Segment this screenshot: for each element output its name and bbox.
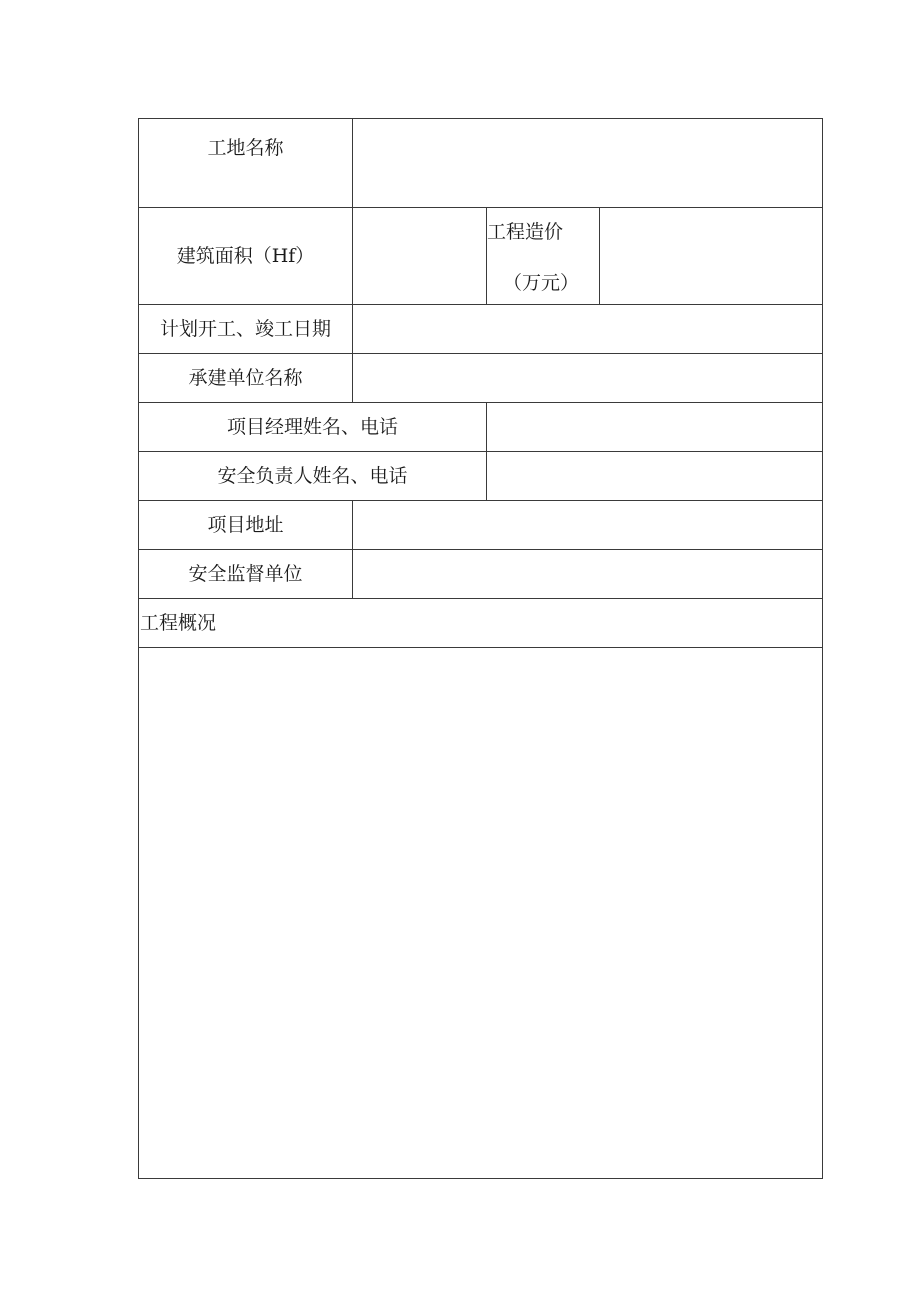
project-cost-field[interactable] — [600, 208, 822, 304]
safety-supervision-field[interactable] — [353, 550, 822, 598]
safety-officer-label: 安全负责人姓名、电话 — [217, 465, 408, 487]
building-area-label: 建筑面积（Hf） — [176, 245, 315, 267]
overview-label: 工程概况 — [140, 612, 217, 634]
project-cost-label-line1: 工程造价 — [487, 221, 564, 243]
project-manager-field[interactable] — [487, 403, 822, 451]
schedule-field[interactable] — [353, 305, 822, 353]
schedule-label: 计划开工、竣工日期 — [159, 318, 331, 340]
project-address-field[interactable] — [353, 501, 822, 549]
contractor-label: 承建单位名称 — [188, 367, 303, 389]
project-manager-label: 项目经理姓名、电话 — [226, 416, 398, 438]
building-area-field[interactable] — [353, 208, 486, 304]
site-name-label: 工地名称 — [207, 137, 284, 159]
safety-supervision-label: 安全监督单位 — [188, 563, 303, 585]
project-cost-label-line2: （万元） — [503, 272, 580, 294]
row-divider — [139, 598, 822, 599]
contractor-field[interactable] — [353, 354, 822, 402]
overview-field[interactable] — [139, 648, 822, 1178]
safety-officer-field[interactable] — [487, 452, 822, 500]
project-address-label: 项目地址 — [207, 514, 284, 536]
site-name-field[interactable] — [353, 119, 822, 207]
project-info-form — [138, 118, 823, 1179]
